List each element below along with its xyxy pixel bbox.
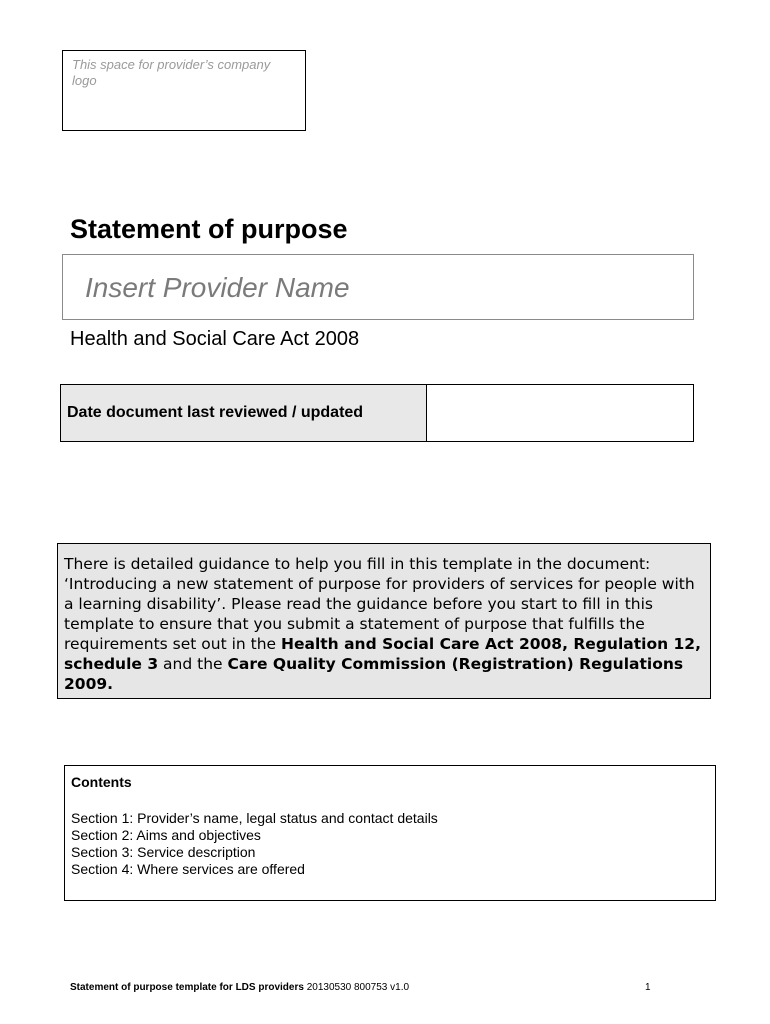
date-label: Date document last reviewed / updated [61, 385, 427, 441]
contents-item: Section 3: Service description [71, 844, 256, 860]
guidance-text-1: There is detailed guidance to help you fill in this template in the document: ‘Introducing a new statement of purpose for providers of services for people with a learning disability’. Please read the guidance before you start to fill in this template to ensure that you submit a statement of purpose that fulfills the requirements set out in the [64, 555, 695, 653]
contents-item: Section 4: Where services are offered [71, 861, 305, 877]
date-table [60, 384, 694, 442]
contents-heading: Contents [71, 774, 132, 790]
footer-rest: 20130530 800753 v1.0 [303, 982, 410, 993]
guidance-bold-2: Care Quality Commission (Registration) Regulations 2009. [64, 655, 684, 693]
act-subtitle: Health and Social Care Act 2008 [70, 328, 360, 350]
provider-name-field[interactable] [62, 254, 694, 320]
footer-text [70, 982, 409, 993]
provider-name-placeholder: Insert Provider Name [85, 272, 350, 303]
date-value-field[interactable] [427, 385, 693, 441]
page-number: 1 [645, 982, 651, 993]
logo-placeholder-text: This space for provider’s company logo [72, 57, 271, 88]
contents-item: Section 1: Provider’s name, legal status and contact details [71, 810, 438, 826]
guidance-text-2: and the [158, 655, 228, 673]
guidance-box [57, 543, 711, 699]
contents-item: Section 2: Aims and objectives [71, 827, 261, 843]
footer-bold: Statement of purpose template for LDS providers [70, 982, 304, 993]
guidance-bold-1: Health and Social Care Act 2008, Regulation 12, schedule 3 [64, 635, 701, 673]
logo-placeholder [62, 50, 306, 131]
page-title: Statement of purpose [70, 214, 348, 244]
contents-box [64, 765, 716, 901]
